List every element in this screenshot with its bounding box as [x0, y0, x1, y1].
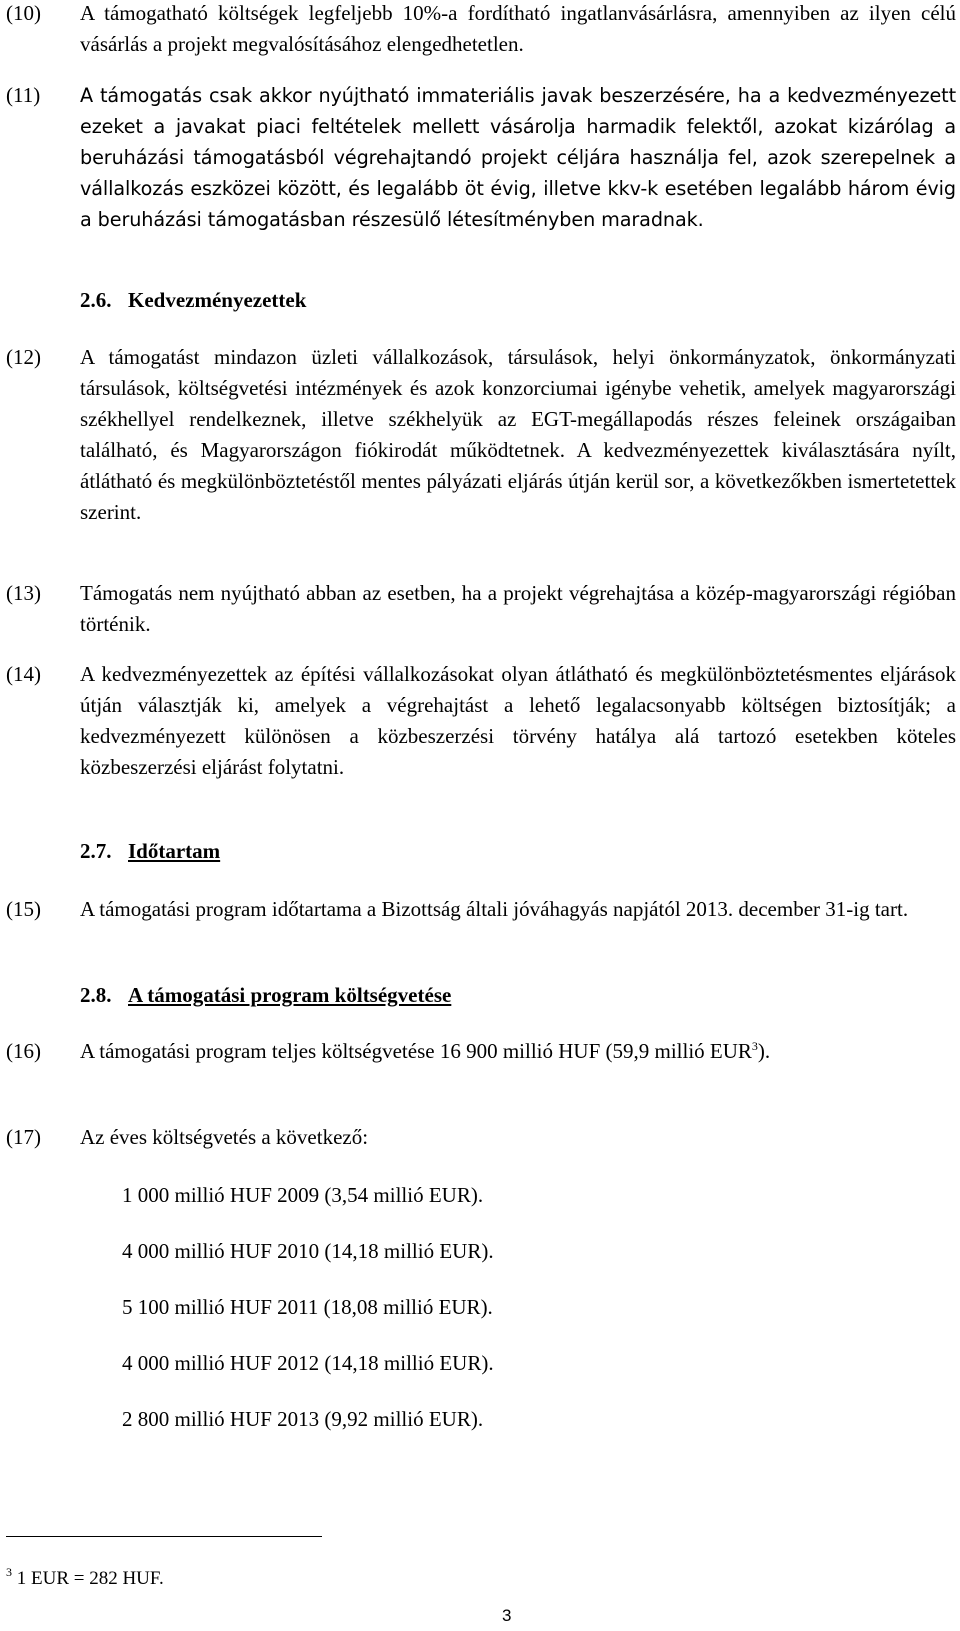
paragraph-15 [6, 894, 956, 925]
paragraph-text [80, 1036, 956, 1067]
section-heading-2-8 [80, 980, 451, 1011]
footnote-reference: 3 [751, 1039, 758, 1053]
budget-line-2013: 2 800 millió HUF 2013 (9,92 millió EUR). [122, 1407, 484, 1431]
section-title: Időtartam [128, 839, 221, 863]
paragraph-number: (15) [6, 897, 41, 921]
budget-line-2010: 4 000 millió HUF 2010 (14,18 millió EUR). [122, 1239, 494, 1263]
paragraph-text: A támogatás csak akkor nyújtható immateriális javak beszerzésére, ha a kedvezményezett ezeket a javakat piaci feltételek mellett vásárolja harmadik felektől, azokat kizárólag a beruházási támogatásból végrehajtandó projekt céljára használja fel, azok szerepelnek a vállalkozás eszközei között, és legalább öt évig, illetve kkv-k esetében legalább három évig a beruházási támogatásban részesülő létesítményben maradnak. [80, 84, 956, 231]
footnote-mark: 3 [6, 1565, 12, 1579]
paragraph-12 [6, 342, 956, 528]
section-heading-2-7 [80, 836, 220, 867]
section-title: Kedvezményezettek [128, 288, 307, 312]
section-title: A támogatási program költségvetése [128, 983, 452, 1007]
paragraph-14 [6, 659, 956, 783]
paragraph-13 [6, 578, 956, 640]
footnote-text: 1 EUR = 282 HUF. [16, 1568, 164, 1589]
section-number: 2.7. [80, 839, 112, 863]
section-number: 2.6. [80, 288, 112, 312]
footnote [6, 1563, 164, 1594]
paragraph-text-main: A támogatási program teljes költségvetése 16 900 millió HUF (59,9 millió EUR [80, 1039, 752, 1063]
footnote-separator [6, 1536, 322, 1537]
paragraph-text: A kedvezményezettek az építési vállalkozásokat olyan átlátható és megkülönböztetésmentes eljárások útján választják ki, amelyek a végrehajtást a lehető legalacsonyabb költségen biztosítják; a kedvezményezett különösen a közbeszerzési törvény hatálya alá tartozó esetekben köteles közbeszerzési eljárást folytatni. [80, 662, 956, 779]
paragraph-16 [6, 1036, 956, 1067]
paragraph-text: Támogatás nem nyújtható abban az esetben, ha a projekt végrehajtása a közép-magyarországi régióban történik. [80, 581, 956, 636]
paragraph-17 [6, 1122, 956, 1153]
paragraph-text: A támogatási program időtartama a Bizottság általi jóváhagyás napjától 2013. december 31-ig tart. [80, 897, 909, 921]
paragraph-text: A támogatható költségek legfeljebb 10%-a fordítható ingatlanvásárlásra, amennyiben az ilyen célú vásárlás a projekt megvalósításához elengedhetetlen. [80, 1, 956, 56]
section-heading-2-6 [80, 285, 306, 316]
paragraph-number: (12) [6, 345, 41, 369]
paragraph-number: (11) [6, 83, 41, 107]
paragraph-text-tail: ). [757, 1039, 771, 1063]
budget-line-2011: 5 100 millió HUF 2011 (18,08 millió EUR). [122, 1295, 493, 1319]
budget-line-2009: 1 000 millió HUF 2009 (3,54 millió EUR). [122, 1183, 484, 1207]
page-number: 3 [502, 1606, 512, 1625]
paragraph-number: (10) [6, 1, 41, 25]
paragraph-text: Az éves költségvetés a következő: [80, 1125, 369, 1149]
paragraph-number: (17) [6, 1125, 41, 1149]
budget-line-2012: 4 000 millió HUF 2012 (14,18 millió EUR). [122, 1351, 494, 1375]
paragraph-number: (13) [6, 581, 41, 605]
paragraph-number: (16) [6, 1039, 41, 1063]
paragraph-number: (14) [6, 662, 41, 686]
paragraph-text: A támogatást mindazon üzleti vállalkozások, társulások, helyi önkormányzatok, önkormányzati társulások, költségvetési intézmények és azok konzorciumai igénybe vehetik, amelyek magyarországi székhellyel rendelkeznek, illetve székhelyük az EGT-megállapodás részes feleinek országaiban található, és Magyarországon fiókirodát működtetnek. A kedvezményezettek kiválasztására nyílt, átlátható és megkülönböztetéstől mentes pályázati eljárás útján kerül sor, a következőkben ismertetettek szerint. [80, 345, 956, 524]
paragraph-11 [6, 80, 956, 235]
paragraph-10 [6, 0, 956, 60]
section-number: 2.8. [80, 983, 112, 1007]
